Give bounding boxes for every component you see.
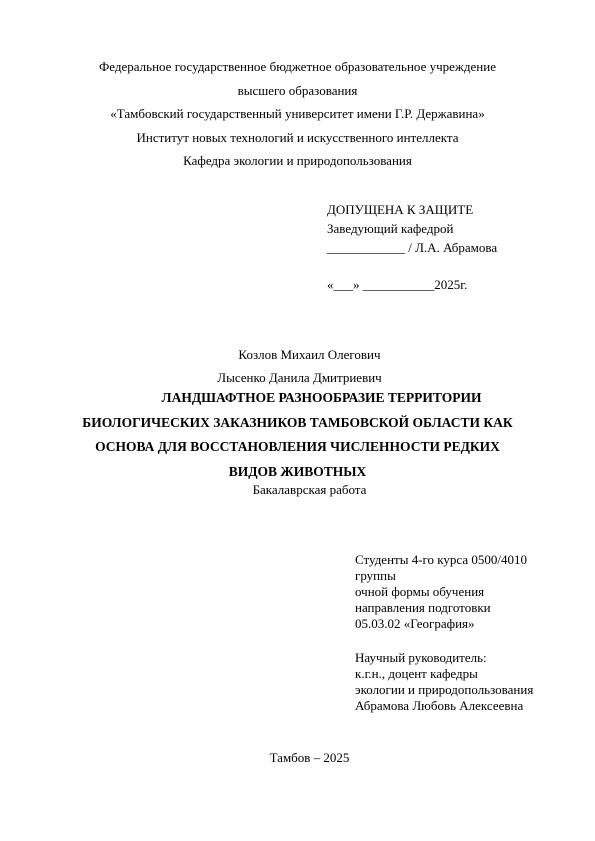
approval-role: Заведующий кафедрой [327, 221, 454, 236]
title-line: ЛАНДШАФТНОЕ РАЗНООБРАЗИЕ ТЕРРИТОРИИ [161, 390, 482, 405]
approval-signature: ____________ / Л.А. Абрамова [327, 240, 498, 255]
supervisor-line: экологии и природопользования [355, 682, 534, 697]
department-name: Кафедра экологии и природопользования [183, 153, 412, 168]
supervisor-line: Абрамова Любовь Алексеевна [355, 698, 524, 713]
title-line: ОСНОВА ДЛЯ ВОССТАНОВЛЕНИЯ ЧИСЛЕННОСТИ РЕДКИХ [95, 439, 500, 454]
institution-type: Федеральное государственное бюджетное образовательное учреждение [99, 59, 496, 74]
student-line: 05.03.02 «География» [355, 616, 475, 631]
title-line: БИОЛОГИЧЕСКИХ ЗАКАЗНИКОВ ТАМБОВСКОЙ ОБЛАСТИ КАК [82, 414, 513, 430]
student-line: группы [355, 568, 396, 583]
authors-block [0, 343, 595, 389]
city-year: Тамбов – 2025 [269, 750, 350, 765]
institute-name: Институт новых технологий и искусственного интеллекта [136, 129, 459, 145]
thesis-title [40, 386, 555, 484]
student-line: Студенты 4-го курса 0500/4010 [355, 552, 527, 567]
institution-header [0, 55, 595, 173]
title-line: ВИДОВ ЖИВОТНЫХ [228, 463, 367, 479]
supervisor-line: Научный руководитель: [355, 650, 487, 665]
student-info [355, 552, 527, 632]
student-line: направления подготовки [355, 600, 491, 615]
supervisor-info [355, 650, 533, 714]
author-name: Козлов Михаил Олегович [238, 347, 381, 362]
approval-block [327, 200, 497, 294]
supervisor-line: к.г.н., доцент кафедры [355, 666, 478, 681]
education-level: высшего образования [237, 82, 358, 98]
work-type: Бакалаврская работа [252, 482, 367, 497]
approval-status: ДОПУЩЕНА К ЗАЩИТЕ [327, 202, 474, 217]
approval-date: «___» ___________2025г. [327, 277, 468, 292]
author-name: Лысенко Данила Дмитриевич [217, 370, 382, 385]
student-line: очной формы обучения [355, 584, 485, 599]
university-name: «Тамбовский государственный университет имени Г.Р. Державина» [110, 106, 485, 121]
